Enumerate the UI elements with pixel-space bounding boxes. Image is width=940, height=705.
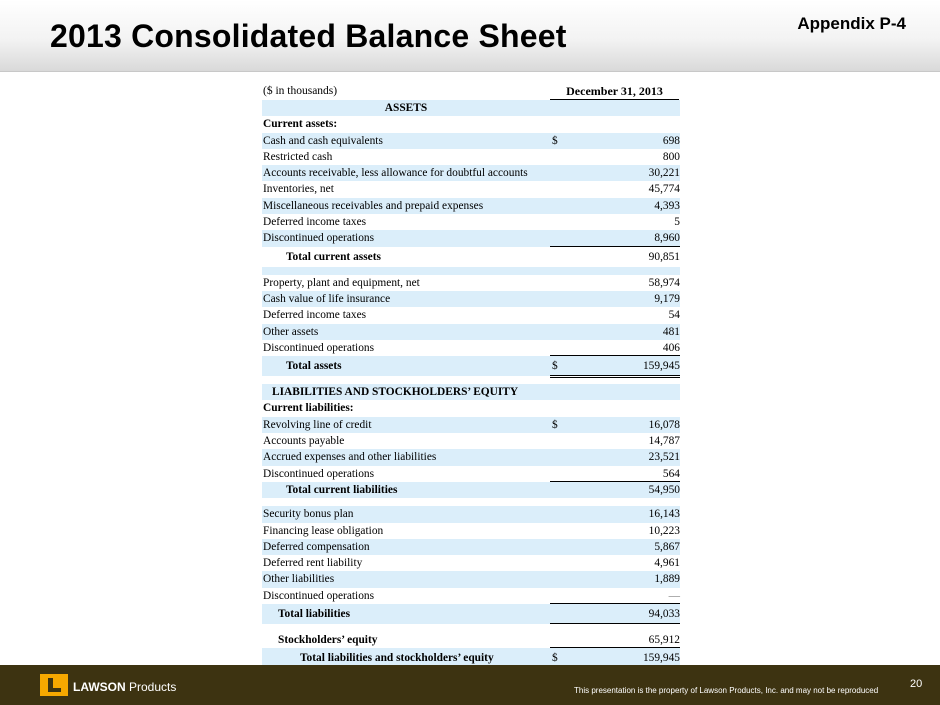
lawson-logo-icon <box>40 674 68 696</box>
row-label: Cash value of life insurance <box>263 292 391 305</box>
row-value: 16,143 <box>648 508 680 521</box>
balance-sheet-table <box>262 84 680 668</box>
row-value: 800 <box>662 150 680 163</box>
total-current-assets-row <box>262 247 680 267</box>
dollar-sign: $ <box>552 360 558 373</box>
row-value: 406 <box>662 341 680 354</box>
table-row <box>262 324 680 340</box>
table-row <box>262 555 680 571</box>
row-value: 90,851 <box>648 250 680 263</box>
table-row <box>262 165 680 181</box>
row-label: Deferred income taxes <box>263 216 367 229</box>
current-assets-heading-row <box>262 116 680 132</box>
spacer-row <box>262 267 680 275</box>
header-bar <box>0 0 940 72</box>
row-label: Other liabilities <box>263 573 335 586</box>
row-value: 564 <box>662 467 680 480</box>
row-label: Stockholders’ equity <box>278 634 378 647</box>
table-row <box>262 588 680 604</box>
row-value: 10,223 <box>648 524 680 537</box>
table-header-row <box>262 84 680 100</box>
row-value: 14,787 <box>648 435 680 448</box>
row-label: Miscellaneous receivables and prepaid expenses <box>263 199 484 212</box>
dollar-sign: $ <box>552 134 558 147</box>
row-label: Deferred compensation <box>263 540 370 553</box>
table-row <box>262 571 680 587</box>
row-value: 5 <box>674 216 680 229</box>
total-current-liabilities-row <box>262 482 680 498</box>
row-label: Deferred income taxes <box>263 309 367 322</box>
liabilities-heading: LIABILITIES AND STOCKHOLDERS’ EQUITY <box>272 386 519 399</box>
row-value: 9,179 <box>654 292 680 305</box>
total-double-rule <box>550 375 680 378</box>
liabilities-heading-row <box>262 384 680 400</box>
table-row <box>262 417 680 433</box>
table-row <box>262 449 680 465</box>
appendix-label: Appendix P-4 <box>797 14 906 33</box>
row-value: 4,393 <box>654 199 680 212</box>
subtotal-rule <box>550 623 680 624</box>
row-label: Total liabilities and stockholders’ equity <box>300 652 494 665</box>
dollar-sign: $ <box>552 418 558 431</box>
table-row <box>262 214 680 230</box>
row-value: 481 <box>662 325 680 338</box>
current-liabilities-heading: Current liabilities: <box>263 402 354 415</box>
row-value: 54 <box>668 309 680 322</box>
row-label: Restricted cash <box>263 150 333 163</box>
company-logo-text <box>73 680 176 694</box>
row-label: Accounts receivable, less allowance for doubtful accounts <box>263 167 528 180</box>
table-row <box>262 181 680 197</box>
page-title: 2013 Consolidated Balance Sheet <box>50 18 567 54</box>
row-label: Property, plant and equipment, net <box>263 276 420 289</box>
row-label: Total assets <box>286 360 342 373</box>
row-label: Total liabilities <box>278 608 351 621</box>
table-row <box>262 149 680 165</box>
page-number: 20 <box>910 678 923 690</box>
table-row <box>262 506 680 522</box>
table-row <box>262 275 680 291</box>
row-value: 23,521 <box>648 451 680 464</box>
row-label: Security bonus plan <box>263 508 354 521</box>
table-row <box>262 307 680 323</box>
row-value: 1,889 <box>654 573 680 586</box>
table-row <box>262 433 680 449</box>
stockholders-equity-row <box>262 632 680 648</box>
spacer-row <box>262 498 680 506</box>
row-value: 698 <box>662 134 680 147</box>
row-label: Accrued expenses and other liabilities <box>263 451 437 464</box>
property-notice: This presentation is the property of Lawson Products, Inc. and may not be reproduced <box>574 686 879 695</box>
row-label: Total current liabilities <box>286 483 398 496</box>
current-assets-heading: Current assets: <box>263 118 338 131</box>
row-value: 65,912 <box>648 634 680 647</box>
table-row <box>262 198 680 214</box>
table-row <box>262 230 680 246</box>
row-label: Cash and cash equivalents <box>263 134 383 147</box>
row-label: Discontinued operations <box>263 341 375 354</box>
assets-heading: ASSETS <box>384 102 428 114</box>
row-label: Deferred rent liability <box>263 557 363 570</box>
row-label: Revolving line of credit <box>263 418 372 431</box>
row-value: 159,945 <box>642 652 680 665</box>
units-note: ($ in thousands) <box>263 85 338 97</box>
row-value: 58,974 <box>648 276 680 289</box>
dollar-sign: $ <box>552 652 558 665</box>
row-value: 8,960 <box>654 232 680 245</box>
row-value: 5,867 <box>654 540 680 553</box>
table-row <box>262 133 680 149</box>
total-liabilities-row <box>262 604 680 624</box>
row-value: 159,945 <box>642 360 680 373</box>
row-label: Discontinued operations <box>263 467 375 480</box>
row-label: Discontinued operations <box>263 232 375 245</box>
table-row <box>262 466 680 482</box>
spacer-row <box>262 624 680 632</box>
logo-rest-text: Products <box>125 680 177 694</box>
table-row <box>262 340 680 356</box>
row-value: 4,961 <box>654 557 680 570</box>
row-label: Accounts payable <box>263 435 345 448</box>
row-label: Total current assets <box>286 250 381 263</box>
row-value: 54,950 <box>648 483 680 496</box>
total-assets-row <box>262 356 680 376</box>
row-value: 94,033 <box>648 608 680 621</box>
table-row <box>262 539 680 555</box>
row-label: Inventories, net <box>263 183 334 196</box>
assets-heading-row <box>262 100 680 116</box>
row-value: 30,221 <box>648 167 680 180</box>
row-value: 45,774 <box>648 183 680 196</box>
date-column-header: December 31, 2013 <box>550 84 679 100</box>
current-liabilities-heading-row <box>262 400 680 416</box>
row-value: 16,078 <box>648 418 680 431</box>
row-value: — <box>668 589 680 602</box>
table-row <box>262 291 680 307</box>
row-label: Discontinued operations <box>263 589 375 602</box>
row-label: Other assets <box>263 325 319 338</box>
logo-bold-text: LAWSON <box>73 680 126 694</box>
row-label: Financing lease obligation <box>263 524 384 537</box>
table-row <box>262 523 680 539</box>
